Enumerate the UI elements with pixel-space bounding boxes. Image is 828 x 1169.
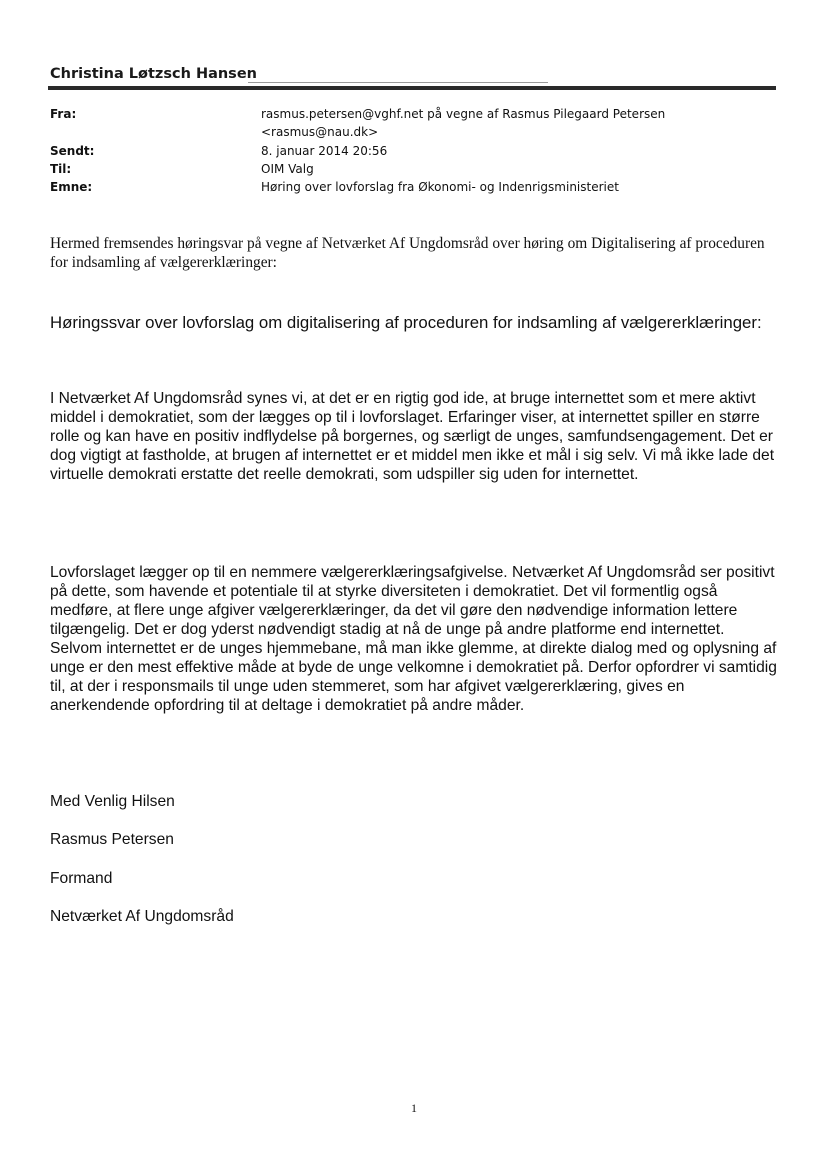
til-value: OIM Valg [261,162,314,176]
paragraph-2: Lovforslaget lægger op til en nemmere vælgererklæringsafgivelse. Netværket Af Ungdomsråd ser positivt på dette, som havende et potentiale til at styrke diversiteten i demokratiet. Det vil formentlig også medføre, at flere unge afgiver vælgererklæringer, da det vil gøre den nødvendige information lettere tilgængelig. Det er dog yderst nødvendigt stadig at nå de unge på andre platforme end internettet. Selvom internettet er de unges hjemmebane, må man ikke glemme, at direkte dialog med og oplysning af unge er den mest effektive måde at byde de unge velkomne i demokratiet på. Derfor opfordrer vi samtidig til, at der i responsmails til unge uden stemmeret, som har afgivet vælgererklæring, gives en anerkendende opfordring til at deltage i demokratiet på andre måder. [50,564,777,714]
signature-organization: Netværket Af Ungdomsråd [50,908,234,925]
intro-text: Hermed fremsendes høringsvar på vegne af Netværket Af Ungdomsråd over høring om Digitalisering af proceduren for indsamling af vælgererklæringer: [50,235,765,271]
signature-title: Formand [50,870,113,887]
fra-value-line1: rasmus.petersen@vghf.net på vegne af Rasmus Pilegaard Petersen [261,107,666,121]
header-rule [48,86,776,90]
header-thin-rule [248,82,548,83]
paragraph-1: I Netværket Af Ungdomsråd synes vi, at det er en rigtig god ide, at bruge internettet som et mere aktivt middel i demokratiet, som der lægges op til i lovforslaget. Erfaringer viser, at internettet spiller en større rolle og kan have en positiv indflydelse på borgernes, og særligt de unges, samfundsengagement. Det er dog vigtigt at fastholde, at brugen af internettet er et middel men ikke et mål i sig selv. Vi må ikke lade det virtuelle demokrati erstatte det reelle demokrati, som udspiller sig uden for internettet. [50,390,775,483]
signature-greeting: Med Venlig Hilsen [50,793,175,810]
signature-name: Rasmus Petersen [50,831,174,848]
response-heading: Høringssvar over lovforslag om digitalisering af proceduren for indsamling af vælgererklæringer: [50,313,762,332]
emne-label: Emne: [50,180,93,194]
sendt-value: 8. januar 2014 20:56 [261,144,388,158]
sendt-label: Sendt: [50,144,95,158]
emne-value: Høring over lovforslag fra Økonomi- og Indenrigsministeriet [261,180,619,194]
fra-value-line2: <rasmus@nau.dk> [261,125,379,139]
til-label: Til: [50,162,72,176]
fra-label: Fra: [50,107,77,121]
sender-name: Christina Løtzsch Hansen [50,66,257,82]
page-number: 1 [411,1101,417,1115]
